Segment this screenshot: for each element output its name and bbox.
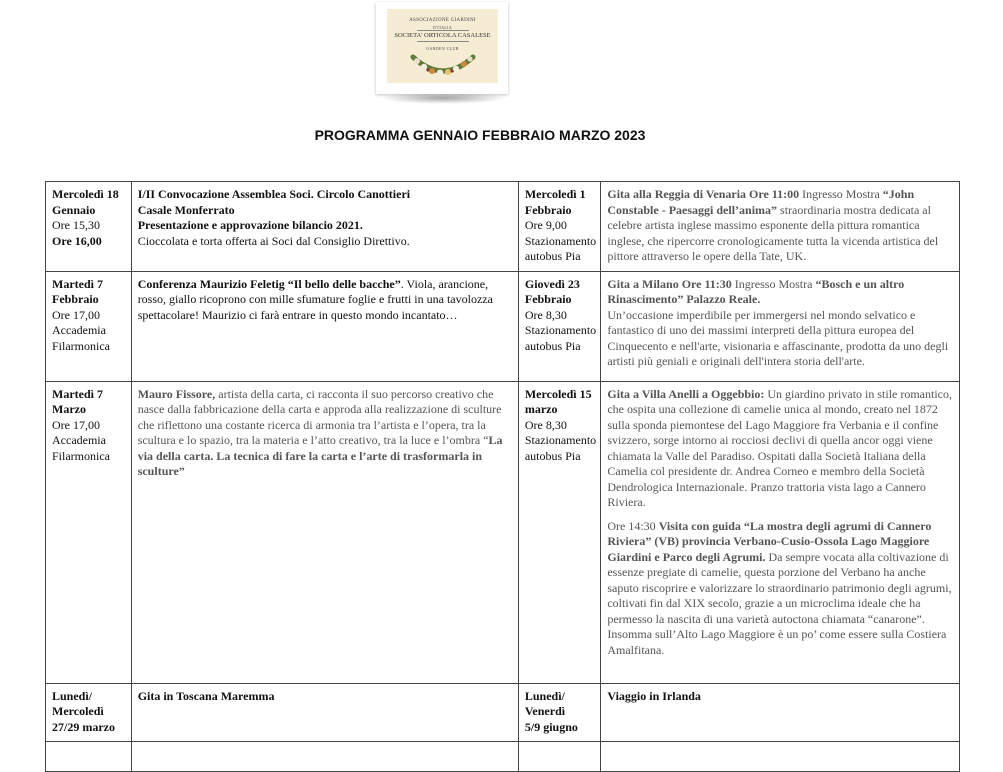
table-row	[46, 381, 960, 683]
event-date: Mercoledì 1	[524, 187, 586, 201]
event-description: Un giardino privato in stile romantico, che ospita una collezione di camelie unica al mondo, creato nel 1872 sulla sponda piemontese del Lago Maggiore fra Verbania e il confine svizzero, sorge intorno ai rocciosi declivi di quella ancor oggi viene chiamata la Valle del Paradiso. Ospitati dalla Società Italiana della Camelia col presidente dr. Andrea Corneo e membro della Società Dendrologica Internazionale. Pranzo trattoria vista lago a Cannero Riviera.	[607, 386, 953, 509]
exhibition-title: “John Constable - Paesaggi dell’anima”	[607, 187, 915, 217]
page-title: PROGRAMMA GENNAIO FEBBRAIO MARZO 2023	[314, 127, 646, 143]
event-date: Venerdì	[524, 704, 566, 718]
event-time: Ore 16,00	[52, 233, 102, 248]
empty-cell	[46, 742, 132, 772]
date-cell	[46, 683, 132, 742]
event-description: . Viola, arancione, rosso, giallo ricoprono con mille sfumature foglie e frutti in una tavolozza spettacolare! Maurizio ci farà entrare in questo mondo incantato…	[137, 276, 493, 322]
table-row	[46, 683, 960, 742]
event-description: artista della carta, ci racconta il suo percorso creativo che nasce dalla fabbricazione della carta e approda alla realizzazione di sculture che riflettono una costante ricerca di armonia tra l’artista e l’opera, tra la scultura e lo spazio, tra la materia e l’atto creativo, tra la luce e l’ombra “	[137, 386, 502, 447]
logo-rule	[417, 41, 469, 42]
event-description: Un’occasione imperdibile per immergersi nel mondo selvatico e fantastico di uno dei massimi interpreti della pittura europea del Cinquecento e nell'arte, visionaria e affascinante, prodotta da uno degli artisti più geniali e originali dell'intera storia dell'arte.	[607, 307, 949, 368]
event-date: Mercoledì	[52, 704, 104, 718]
date-cell	[46, 271, 132, 381]
description-cell	[131, 381, 518, 683]
event-location: Accademia	[52, 323, 106, 337]
event-location: Stazionamento	[524, 323, 597, 337]
event-description: Da sempre vocata alla coltivazione di essenze pregiate di camelie, questa porzione del Verbano ha anche saputo riscoprire e valorizzare lo straordinario patrimonio degli agrumi, coltivati fin dal XIX secolo, grazie a un microclima ideale che ha permesso la nascita di una varietà autoctona chiamata “canarone”. Insomma sull’Alto Lago Maggiore è un po’ come essere sulla Costiera Amalfitana.	[607, 549, 952, 657]
event-date: Lunedì/	[52, 688, 93, 703]
event-title: Gita a Milano Ore 11:30	[607, 276, 732, 291]
description-cell	[601, 683, 960, 742]
event-time: Ore 14:30	[607, 518, 659, 533]
artist-name: Mauro Fissore,	[137, 386, 216, 401]
empty-cell	[601, 742, 960, 772]
empty-cell	[131, 742, 518, 772]
event-date: Marzo	[52, 402, 86, 416]
event-location: Stazionamento	[524, 233, 597, 248]
event-time: Ore 17,00	[52, 417, 100, 432]
event-title: Gita alla Reggia di Venaria Ore 11:00	[607, 187, 800, 201]
logo-line-4: GARDEN CLUB	[426, 46, 459, 51]
event-description: Ingresso Mostra	[731, 276, 816, 291]
event-description: Cioccolata e torta offerta ai Soci dal Consiglio Direttivo.	[137, 233, 410, 248]
description-cell	[601, 381, 960, 683]
event-location: Filarmonica	[52, 448, 110, 463]
event-title: Viaggio in Irlanda	[607, 688, 701, 703]
event-location: autobus Pia	[524, 448, 581, 463]
logo-line-3: SOCIETA' ORTICOLA CASALESE	[394, 32, 491, 39]
event-location: autobus Pia	[524, 338, 581, 353]
date-cell	[518, 182, 601, 272]
event-date: Gennaio	[52, 202, 96, 217]
exhibition-title: “Bosch e un altro Rinascimento” Palazzo Reale.	[607, 276, 905, 306]
event-date: Febbraio	[524, 292, 572, 306]
event-time: Ore 8,30	[524, 307, 567, 322]
event-location: Accademia	[52, 433, 106, 447]
table-row	[46, 271, 960, 381]
event-title: Gita in Toscana Maremma	[137, 688, 275, 703]
event-title: I/II Convocazione Assemblea Soci. Circolo Canottieri	[137, 187, 411, 201]
description-cell	[601, 182, 960, 272]
description-cell	[131, 271, 518, 381]
logo-card	[376, 2, 510, 106]
event-time: Ore 8,30	[524, 417, 567, 432]
event-paragraph	[607, 519, 953, 659]
date-cell	[518, 271, 601, 381]
closing-quote: ”	[178, 464, 185, 478]
event-location: Stazionamento	[524, 433, 597, 447]
event-date: Mercoledì 15	[524, 386, 592, 401]
date-cell	[518, 683, 601, 742]
event-description: Ingresso Mostra	[799, 187, 883, 201]
event-date: Martedì 7	[52, 386, 103, 401]
empty-cell	[518, 742, 601, 772]
date-cell	[46, 182, 132, 272]
event-time: Ore 15,30	[52, 218, 100, 232]
event-description: straordinaria mostra dedicata al celebre artista inglese massimo esponente della pittura romantica inglese, che ripercorre cronologicamente tutta la vicenda artistica del pittore attraverso le opere della Tate, UK.	[607, 202, 939, 263]
event-title: Visita con guida “La mostra degli agrumi di Cannero Riviera” (VB) provincia Verbano-Cusio-Ossola Lago Maggiore Giardini e Parco degli Agrumi.	[607, 518, 932, 564]
event-title: Conferenza Maurizio Feletig “Il bello delle bacche”	[137, 276, 401, 291]
event-location: autobus Pia	[524, 249, 581, 263]
event-time: Ore 9,00	[524, 218, 567, 232]
event-date: Febbraio	[524, 202, 572, 217]
event-date: marzo	[524, 402, 558, 416]
event-date: Lunedì/	[524, 688, 565, 703]
description-cell	[131, 182, 518, 272]
event-time: Ore 17,00	[52, 307, 100, 322]
description-cell	[601, 271, 960, 381]
event-date: 27/29 marzo	[52, 719, 115, 734]
date-cell	[518, 381, 601, 683]
table-row	[46, 182, 960, 272]
logo-rule	[417, 30, 469, 31]
event-date: Mercoledì 18	[52, 187, 119, 201]
flower-garland-icon	[409, 51, 477, 81]
logo-frame	[376, 2, 508, 94]
event-subtitle: Presentazione e approvazione bilancio 2021.	[137, 218, 363, 232]
event-location: Filarmonica	[52, 338, 110, 353]
logo-line-1: ASSOCIAZIONE GIARDINI	[409, 18, 476, 23]
event-date: Giovedì 23	[524, 276, 580, 291]
event-title: Casale Monferrato	[137, 202, 235, 217]
event-date: 5/9 giugno	[524, 719, 578, 734]
event-title: La via della carta. La tecnica di fare la carta e l’arte di trasformarla in sculture	[137, 433, 503, 478]
program-table	[45, 181, 960, 772]
table-row	[46, 742, 960, 772]
event-title: Gita a Villa Anelli a Oggebbio:	[607, 386, 765, 401]
event-date: Febbraio	[52, 292, 99, 306]
logo-image	[387, 9, 498, 83]
logo-line-2: D'ITALIA	[432, 25, 453, 30]
date-cell	[46, 381, 132, 683]
event-date: Martedì 7	[52, 276, 103, 291]
description-cell	[131, 683, 518, 742]
